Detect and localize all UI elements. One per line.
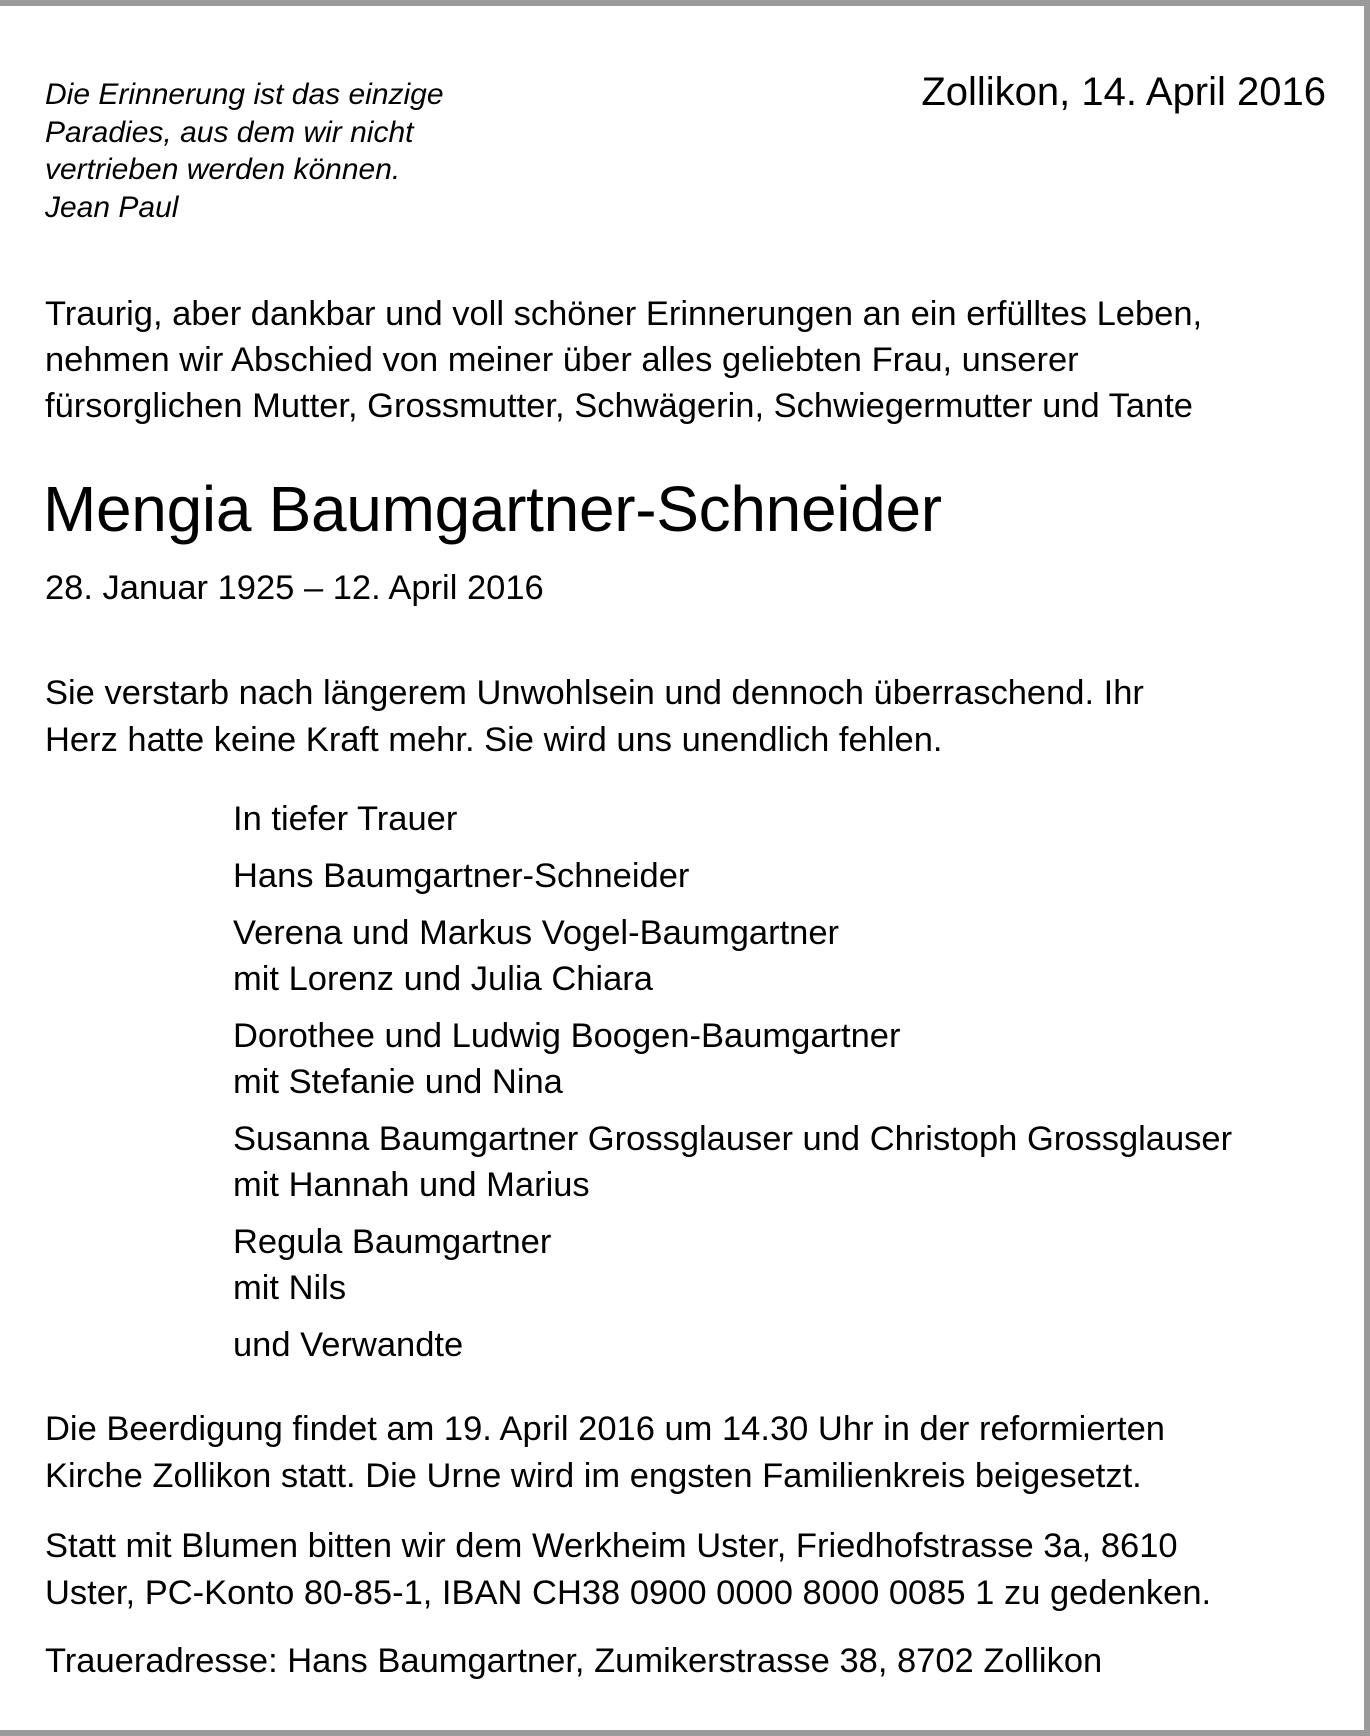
mourners-line: mit Stefanie und Nina xyxy=(233,1063,563,1101)
mourners-line: mit Nils xyxy=(233,1269,347,1307)
intro-line: nehmen wir Abschied von meiner über alles geliebten Frau, unserer xyxy=(45,341,1079,379)
mourners-group xyxy=(233,853,1333,899)
mourners-group xyxy=(233,1322,1333,1368)
mourners-line: In tiefer Trauer xyxy=(233,800,458,838)
place-date: Zollikon, 14. April 2016 xyxy=(921,70,1326,114)
funeral-notice xyxy=(45,1406,1335,1500)
statement-line: Sie verstarb nach längerem Unwohlsein und dennoch überraschend. Ihr xyxy=(45,674,1144,712)
motto-line: vertrieben werden können. xyxy=(45,153,401,186)
mourners-line: und Verwandte xyxy=(233,1326,464,1364)
mourners-group xyxy=(233,796,1333,842)
statement-paragraph xyxy=(45,670,1335,764)
mourners-line: Dorothee und Ludwig Boogen-Baumgartner xyxy=(233,1017,901,1055)
mourners-group xyxy=(233,1219,1333,1311)
deceased-name: Mengia Baumgartner-Schneider xyxy=(43,473,942,545)
mourning-address: Traueradresse: Hans Baumgartner, Zumikerstrasse 38, 8702 Zollikon xyxy=(45,1642,1103,1680)
mourners-line: Regula Baumgartner xyxy=(233,1223,552,1261)
funeral-line: Kirche Zollikon statt. Die Urne wird im engsten Familienkreis beigesetzt. xyxy=(45,1457,1142,1495)
life-dates: 28. Januar 1925 – 12. April 2016 xyxy=(45,569,544,607)
intro-line: Traurig, aber dankbar und voll schöner Erinnerungen an ein erfülltes Leben, xyxy=(45,295,1203,333)
donation-line: Statt mit Blumen bitten wir dem Werkheim Uster, Friedhofstrasse 3a, 8610 xyxy=(45,1527,1178,1565)
mourners-line: mit Hannah und Marius xyxy=(233,1166,590,1204)
intro-line: fürsorglichen Mutter, Grossmutter, Schwägerin, Schwiegermutter und Tante xyxy=(45,387,1193,425)
mourners-line: mit Lorenz und Julia Chiara xyxy=(233,960,653,998)
donation-notice xyxy=(45,1523,1335,1617)
motto-line: Paradies, aus dem wir nicht xyxy=(45,115,414,149)
mourners-line: Verena und Markus Vogel-Baumgartner xyxy=(233,914,840,952)
motto-line: Die Erinnerung ist das einzige xyxy=(45,78,444,111)
mourners-line: Hans Baumgartner-Schneider xyxy=(233,857,690,895)
donation-line: Uster, PC-Konto 80-85-1, IBAN CH38 0900 0000 8000 0085 1 zu gedenken. xyxy=(45,1574,1212,1612)
motto-author: Jean Paul xyxy=(45,190,179,224)
mourners-group xyxy=(233,1013,1333,1105)
mourners-list xyxy=(233,796,1333,1379)
intro-paragraph xyxy=(45,291,1335,429)
funeral-line: Die Beerdigung findet am 19. April 2016 um 14.30 Uhr in der reformierten xyxy=(45,1410,1165,1448)
mourners-group xyxy=(233,1116,1333,1208)
mourners-group xyxy=(233,910,1333,1002)
statement-line: Herz hatte keine Kraft mehr. Sie wird uns unendlich fehlen. xyxy=(45,721,943,759)
motto-quote xyxy=(45,76,565,226)
mourners-line: Susanna Baumgartner Grossglauser und Christoph Grossglauser xyxy=(233,1120,1233,1158)
